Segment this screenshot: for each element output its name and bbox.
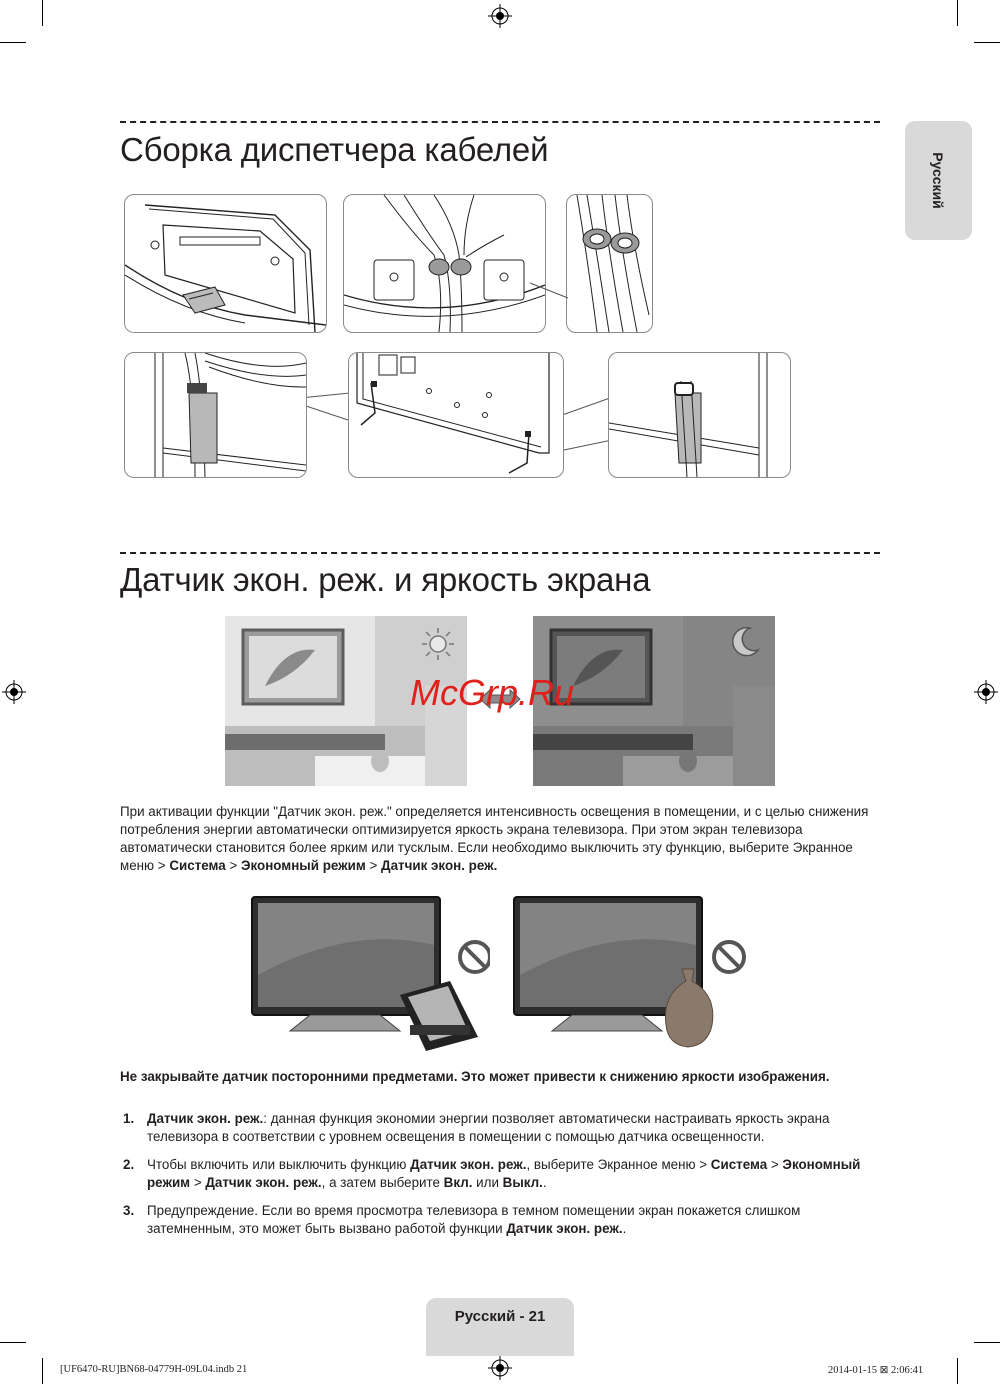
option-on: Вкл. [443,1175,473,1190]
list-item-text: или [472,1175,503,1190]
list-item [120,1202,880,1238]
watermark-text: McGrp.Ru [410,672,575,713]
page-number-label: Русский - 21 [454,1308,546,1325]
language-side-tab-label: Русский [930,152,947,209]
moon-icon [726,624,762,660]
tv-blocked-by-vase-illustration [512,895,752,1055]
cable-manager-illustration-4 [124,352,307,478]
term-eco-sensor: Датчик экон. реж. [410,1157,527,1172]
crop-mark [974,1342,1000,1343]
menu-path-system: Система [710,1157,768,1172]
list-item-text: . [622,1221,627,1236]
crop-mark [957,1358,958,1384]
term-eco-sensor: Датчик экон. реж. [147,1111,264,1126]
path-separator: > [767,1157,783,1172]
crop-mark [0,1342,26,1343]
list-item-text: , выберите Экранное меню > [526,1157,711,1172]
list-item-text: Чтобы включить или выключить функцию [147,1157,411,1172]
section-divider [120,552,880,554]
registration-mark-icon [974,680,998,704]
menu-path-eco-mode: Экономный режим [240,858,366,873]
menu-path-eco-mode: Экономный режим [147,1157,861,1190]
section-title-eco-sensor: Датчик экон. реж. и яркость экрана [120,561,651,598]
cable-manager-illustration-6 [608,352,791,478]
path-separator: > [225,858,241,873]
list-item [120,1110,880,1146]
description-text: При активации функции "Датчик экон. реж." определяется интенсивность освещения в помещении, и с целью снижения потребления энергии автоматически оптимизируется яркость экрана телевизора. При этом экран телевизора автоматически становится более ярким или тусклым. Если необходимо выключить эту функцию, выберите Экранное меню > [120,804,869,873]
list-item-number: 3. [123,1203,135,1218]
page-number-box [426,1298,574,1356]
list-item-text: : данная функция экономии энергии позволяет автоматически настраивать яркость экрана телевизора в соответствии с уровнем освещения в помещении с помощью датчика освещенности. [147,1111,830,1144]
list-item-text: Предупреждение. Если во время просмотра телевизора в темном помещении экран покажется слишком затемненным, это может быть вызвано работой функции [147,1203,801,1236]
list-item-text: . [542,1175,547,1190]
cable-manager-illustration-5 [348,352,564,478]
section-title-cable-manager: Сборка диспетчера кабелей [120,131,549,168]
cable-stand-right-drawing [609,353,790,477]
registration-mark-icon [488,1356,512,1380]
sun-icon [420,626,456,662]
menu-path-eco-sensor: Датчик экон. реж. [205,1175,322,1190]
term-eco-sensor: Датчик экон. реж. [506,1221,623,1236]
tv-back-stand-drawing [349,353,563,477]
sensor-warning: Не закрывайте датчик посторонними предметами. Это может привести к снижению яркости изображения. [120,1069,830,1084]
path-separator: > [190,1175,206,1190]
list-item-text: , а затем выберите [321,1175,444,1190]
list-item [120,1156,880,1192]
menu-path-eco-sensor: Датчик экон. реж. [381,858,498,873]
eco-sensor-description [120,803,880,875]
crop-mark [42,1358,43,1384]
list-item-number: 1. [123,1111,135,1126]
footer-timestamp: 2014-01-15 ⊠ 2:06:41 [828,1365,924,1376]
path-separator: > [365,858,382,873]
tv-blocked-by-frame-illustration [250,895,490,1055]
menu-path-system: Система [169,858,226,873]
list-item-number: 2. [123,1157,135,1172]
cable-stand-left-drawing [125,353,306,477]
option-off: Выкл. [502,1175,543,1190]
registration-mark-icon [2,680,26,704]
footer-file-info: [UF6470-RU]BN68-04779H-09L04.indb 21 [60,1364,248,1375]
